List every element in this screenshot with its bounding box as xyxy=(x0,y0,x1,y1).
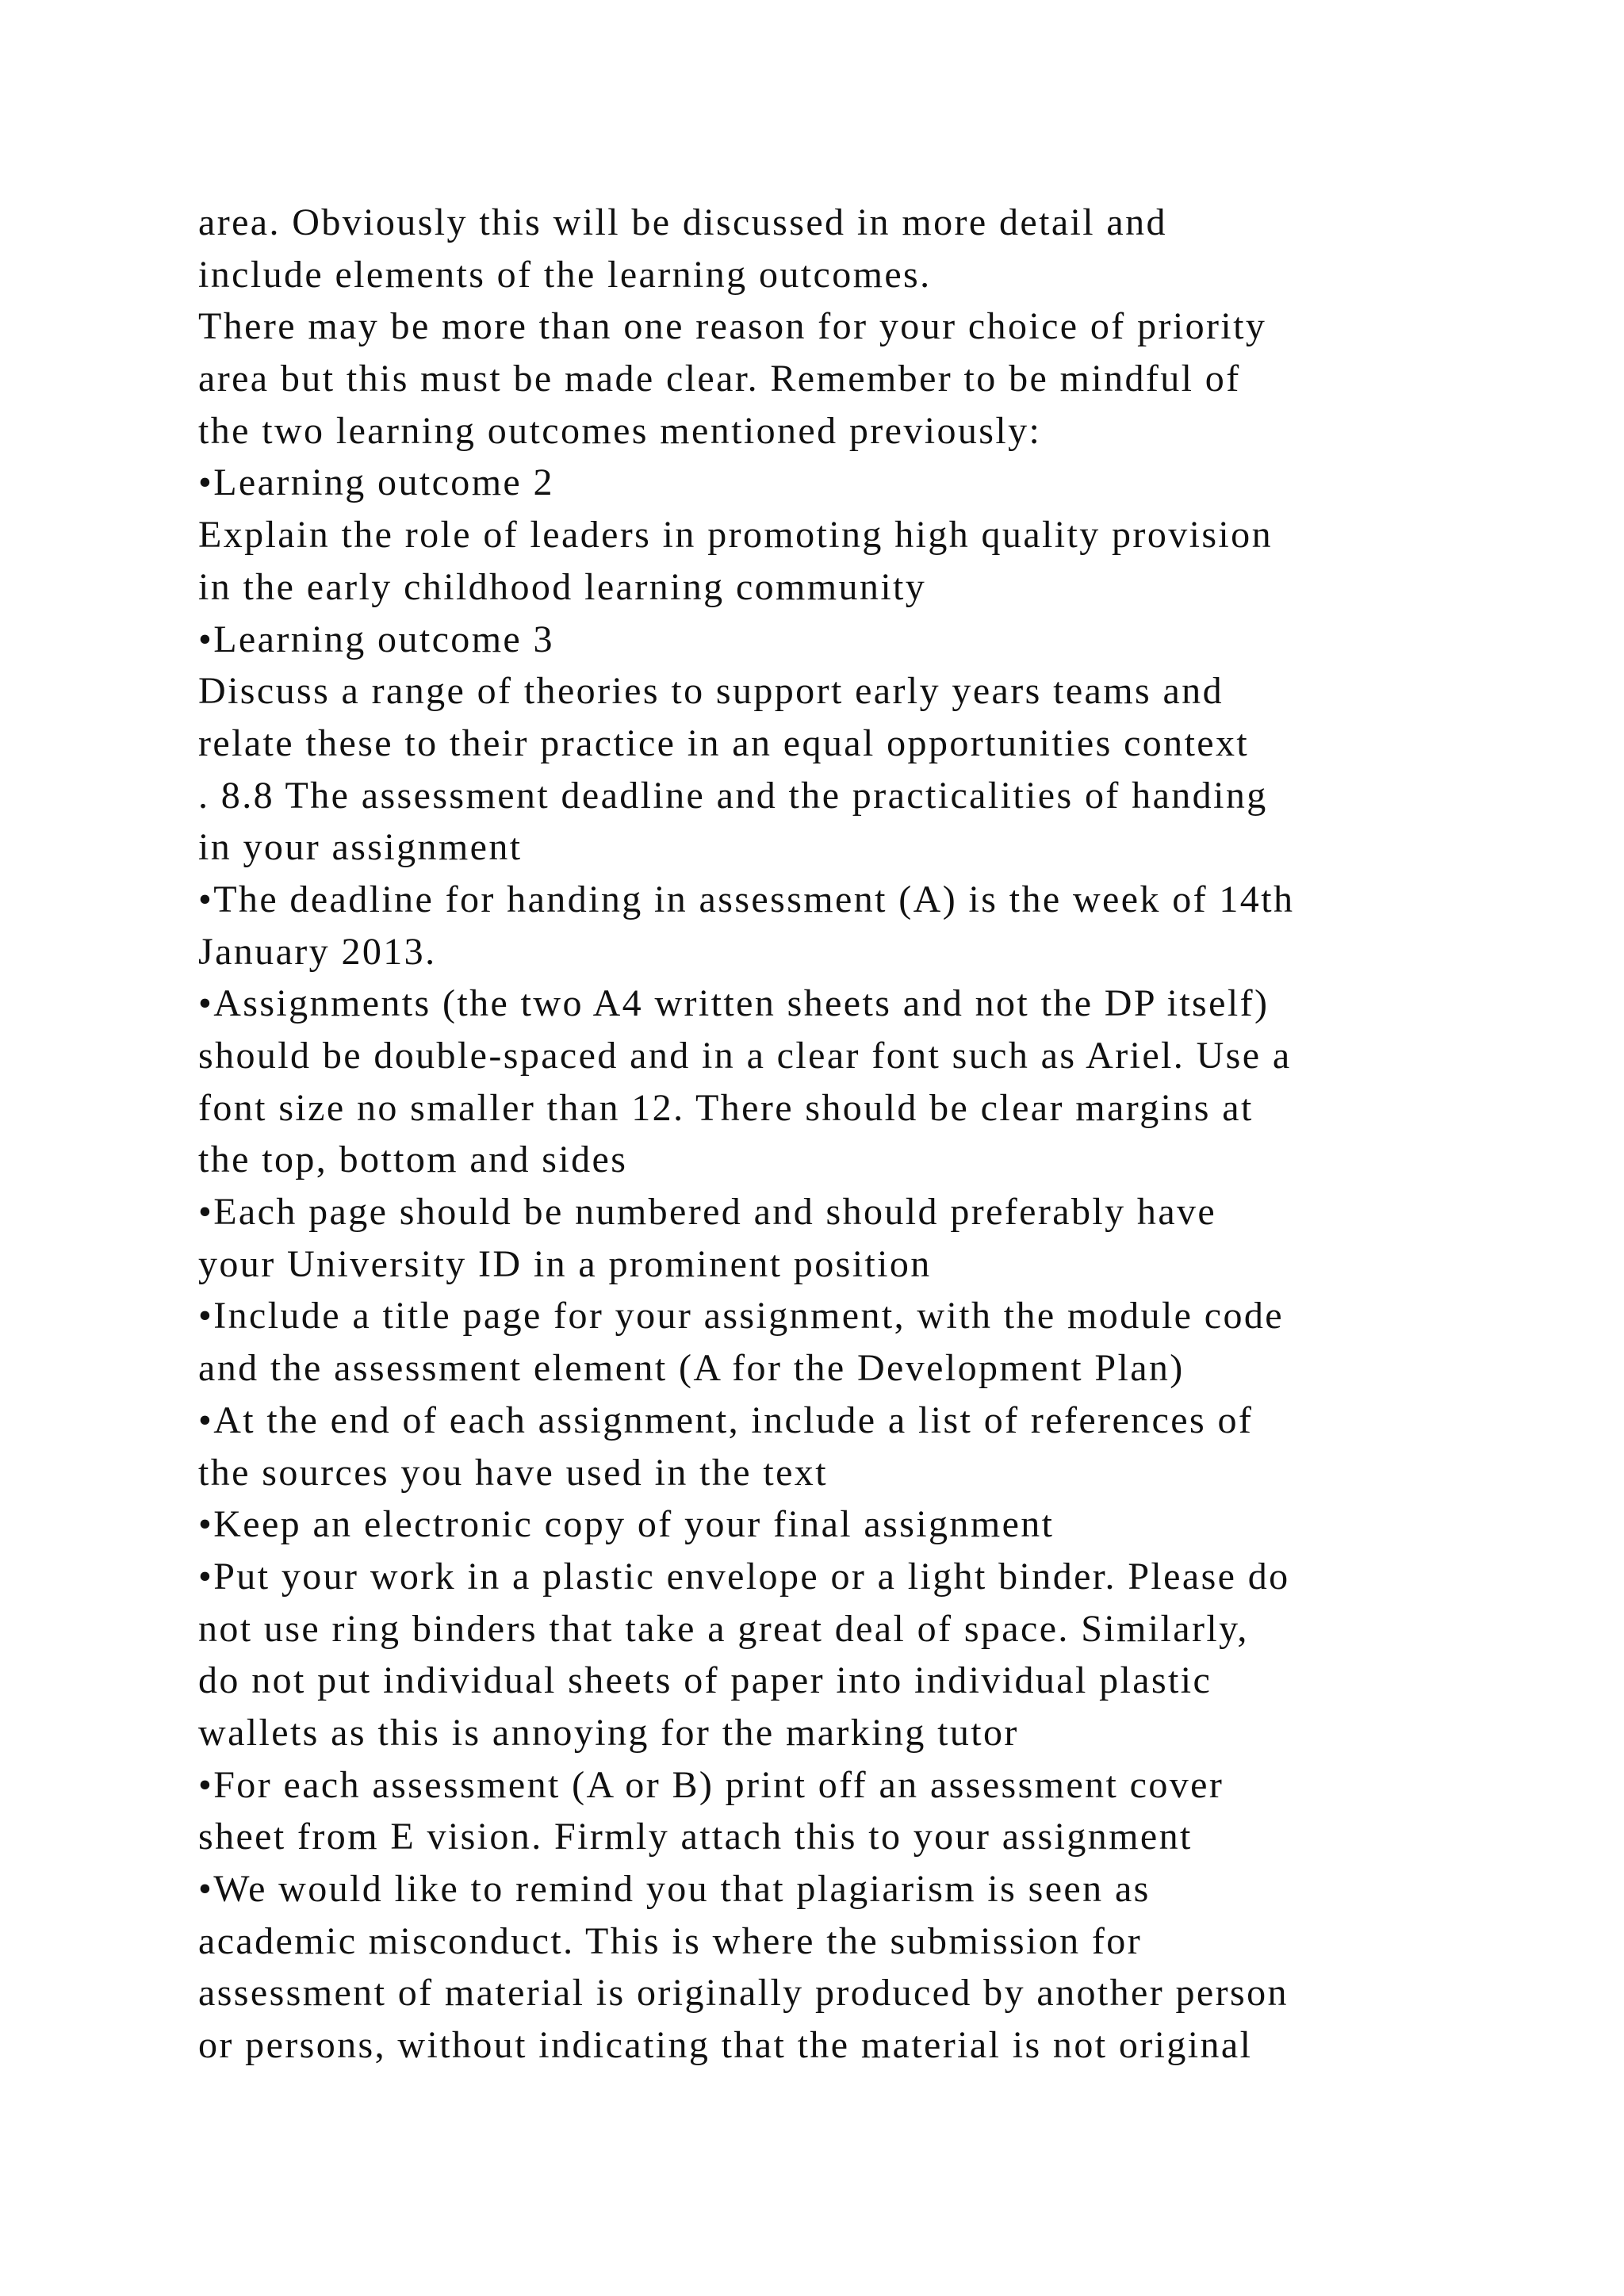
text-line: include elements of the learning outcomes. xyxy=(198,253,932,296)
text-line: and the assessment element (A for the Development Plan) xyxy=(198,1347,1185,1390)
text-line: Explain the role of leaders in promoting high quality provision xyxy=(198,514,1273,557)
bullet-line: •Put your work in a plastic envelope or a light binder. Please do xyxy=(198,1555,1290,1598)
bullet-line: •At the end of each assignment, include a list of references of xyxy=(198,1399,1254,1441)
text-line: in the early childhood learning community xyxy=(198,565,927,608)
bullet-line: •Keep an electronic copy of your final assignment xyxy=(198,1503,1055,1546)
text-line: your University ID in a prominent position xyxy=(198,1242,932,1285)
text-line: wallets as this is annoying for the marking tutor xyxy=(198,1711,1019,1754)
text-line: sheet from E vision. Firmly attach this to your assignment xyxy=(198,1816,1193,1858)
text-line: the top, bottom and sides xyxy=(198,1138,628,1181)
text-line: the sources you have used in the text xyxy=(198,1451,828,1494)
section-heading-line: in your assignment xyxy=(198,826,523,869)
text-line: academic misconduct. This is where the submission for xyxy=(198,1919,1143,1962)
bullet-line: •For each assessment (A or B) print off an assessment cover xyxy=(198,1763,1224,1806)
text-line: area. Obviously this will be discussed in more detail and xyxy=(198,201,1167,243)
bullet-line: •The deadline for handing in assessment (A) is the week of 14th xyxy=(198,878,1295,920)
text-line: do not put individual sheets of paper into individual plastic xyxy=(198,1659,1212,1702)
text-line: should be double-spaced and in a clear font such as Ariel. Use a xyxy=(198,1035,1292,1077)
bullet-line: •We would like to remind you that plagiarism is seen as xyxy=(198,1868,1151,1910)
text-line: assessment of material is originally produced by another person xyxy=(198,1972,1289,2015)
bullet-line: •Learning outcome 2 xyxy=(198,461,554,504)
text-line: font size no smaller than 12. There should be clear margins at xyxy=(198,1086,1254,1129)
text-line: the two learning outcomes mentioned previously: xyxy=(198,409,1042,452)
text-line: area but this must be made clear. Remember to be mindful of xyxy=(198,358,1241,400)
bullet-line: •Assignments (the two A4 written sheets and not the DP itself) xyxy=(198,982,1270,1025)
section-heading-line: . 8.8 The assessment deadline and the practicalities of handing xyxy=(198,774,1268,817)
bullet-line: •Learning outcome 3 xyxy=(198,618,554,660)
text-line: not use ring binders that take a great deal of space. Similarly, xyxy=(198,1607,1249,1650)
text-line: or persons, without indicating that the material is not original xyxy=(198,2024,1253,2067)
text-line: relate these to their practice in an equal opportunities context xyxy=(198,721,1250,764)
text-line: January 2013. xyxy=(198,930,437,973)
text-line: There may be more than one reason for your choice of priority xyxy=(198,305,1267,348)
bullet-line: •Each page should be numbered and should preferably have xyxy=(198,1191,1217,1234)
bullet-line: •Include a title page for your assignment, with the module code xyxy=(198,1295,1284,1337)
body-text xyxy=(198,197,1467,2072)
text-line: Discuss a range of theories to support early years teams and xyxy=(198,670,1224,713)
